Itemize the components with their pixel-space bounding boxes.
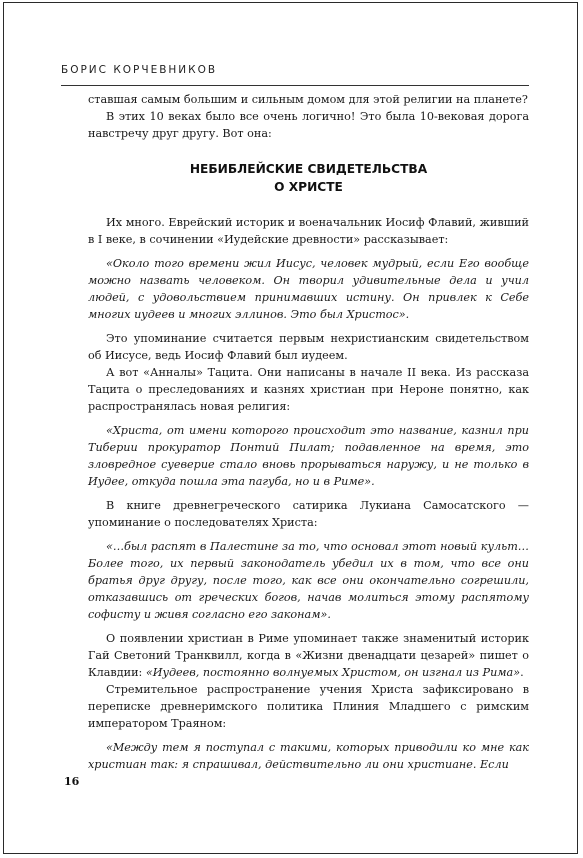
- paragraph: Это упоминание считается первым нехристианским свидетельством об Иисусе, ведь Иосиф Флавий был иудеем.: [88, 332, 529, 362]
- paragraph: Их много. Еврейский историк и военачальник Иосиф Флавий, живший в I веке, в сочинении «Иудейские древности» рассказывает:: [88, 216, 529, 246]
- paragraph: В этих 10 веках было все очень логично! Это была 10-вековая дорога навстречу друг другу. Вот она:: [88, 110, 529, 140]
- section-heading: [88, 160, 529, 196]
- paragraph: А вот «Анналы» Тацита. Они написаны в начале II века. Из рассказа Тацита о преследованиях и казнях христиан при Нероне понятно, как распространялась новая религия:: [88, 366, 529, 413]
- paragraph: [88, 630, 529, 681]
- header-rule: [61, 85, 529, 86]
- running-header-author: БОРИС КОРЧЕВНИКОВ: [61, 64, 218, 76]
- page-body: [88, 91, 529, 773]
- quotation: «Между тем я поступал с такими, которых приводили ко мне как христиан так: я спрашивал, действительно ли они христиане. Если: [88, 741, 529, 771]
- paragraph: ставшая самым большим и сильным домом для этой религии на планете?: [88, 93, 528, 106]
- section-heading-line: О ХРИСТЕ: [274, 180, 343, 194]
- paragraph-text: О появлении христиан в Риме упоминает также знаменитый историк Гай Светоний Транквилл, когда в «Жизни двенадцати цезарей» пишет о Клавдии:: [88, 632, 529, 679]
- quotation: «Около того времени жил Иисус, человек мудрый, если Его вообще можно назвать человеком. Он творил удивительные дела и учил людей, с удовольствием принимавших истину. Он привлек к Себе многих иудеев и многих эллинов. Это был Христос».: [88, 257, 529, 321]
- paragraph-end: .: [520, 666, 524, 679]
- book-page: [3, 2, 578, 854]
- paragraph: В книге древнегреческого сатирика Лукиана Самосатского — упоминание о последователях Христа:: [88, 499, 529, 529]
- page-number: 16: [64, 775, 80, 788]
- paragraph: Стремительное распространение учения Христа зафиксировано в переписке древнеримского политика Плиния Младшего с римским императором Траяном:: [88, 683, 529, 730]
- quotation: «Христа, от имени которого происходит это название, казнил при Тиберии прокуратор Понтий Пилат; подавленное на время, это зловредное суеверие стало вновь прорываться наружу, и не только в Иудее, откуда пошла эта пагуба, но и в Риме».: [88, 424, 529, 488]
- quotation: «…был распят в Палестине за то, что основал этот новый культ… Более того, их первый законодатель убедил их в том, что все они братья друг другу, после того, как все они окончательно согрешили, отказавшись от греческих богов, начав молиться этому распятому софисту и живя согласно его законам».: [88, 540, 529, 621]
- inline-quotation: «Иудеев, постоянно волнуемых Христом, он изгнал из Рима»: [145, 666, 521, 679]
- section-heading-line: НЕБИБЛЕЙСКИЕ СВИДЕТЕЛЬСТВА: [189, 162, 428, 176]
